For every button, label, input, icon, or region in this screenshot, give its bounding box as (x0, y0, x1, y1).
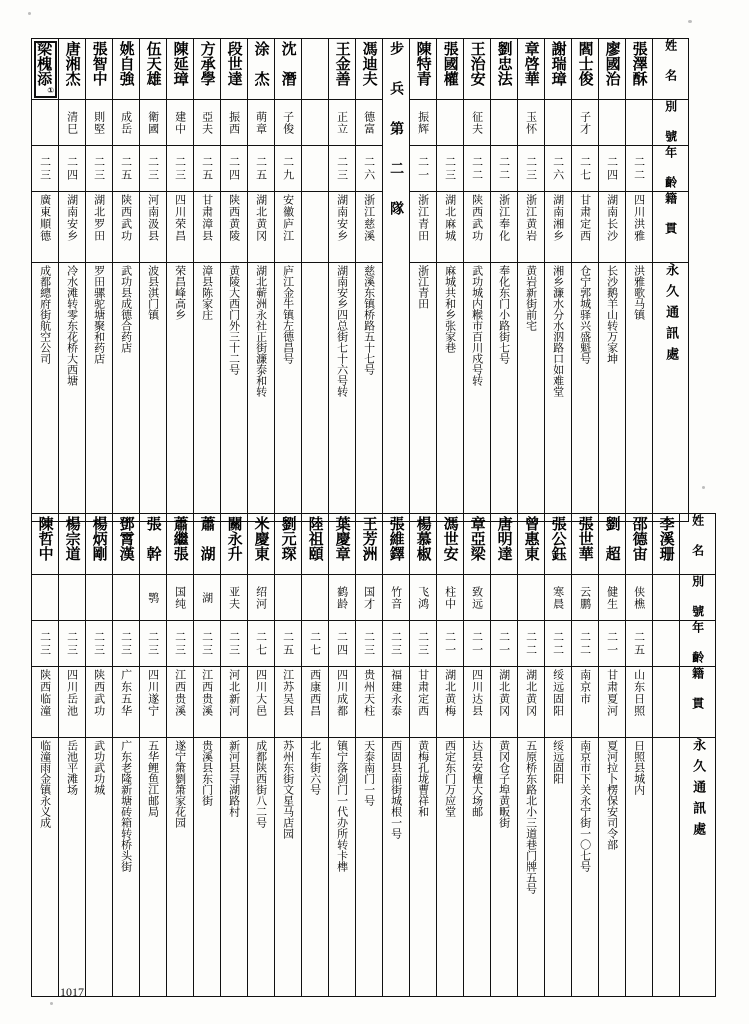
cell-age: 二三 (329, 146, 356, 192)
cell-address: 苏州东街文星马店园 (275, 738, 302, 997)
cell-native: 四川遂宁 (140, 667, 167, 738)
cell-age: 二二 (464, 146, 491, 192)
cell-alias (32, 575, 59, 621)
cell-alias: 鹗 (140, 575, 167, 621)
cell-native: 福建永泰 (383, 667, 410, 738)
cell-address: 遂宁箫劉箫家花园 (167, 738, 194, 997)
table-row (32, 738, 716, 997)
cell-name: 邵德宙 (626, 514, 653, 575)
cell-age: 二三 (32, 621, 59, 667)
cell-name: 張澤酥 (626, 39, 653, 100)
cell-address: 临潼雨金镇永义成 (32, 738, 59, 997)
cell-name: 李溪珊 (653, 514, 680, 575)
cell-name: 劉元琛 (275, 514, 302, 575)
cell-native: 西康西昌 (302, 667, 329, 738)
cell-name: 楊宗道 (59, 514, 86, 575)
cell-alias: 鹤龄 (329, 575, 356, 621)
cell-age: 二三 (140, 146, 167, 192)
cell-native: 江西贵溪 (194, 667, 221, 738)
roster-table-bottom (31, 513, 716, 997)
cell-name: 楊炳剛 (86, 514, 113, 575)
cell-age: 二二 (491, 146, 518, 192)
cell-name: 米慶東 (248, 514, 275, 575)
cell-name: 姚自強 (113, 39, 140, 100)
cell-native: 甘肃漳县 (194, 192, 221, 263)
cell-address (653, 738, 680, 997)
cell-native (653, 667, 680, 738)
cell-alias: 寒晨 (545, 575, 572, 621)
cell-name: 陳延璋 (167, 39, 194, 100)
speck (702, 486, 705, 489)
cell-address: 漳县陈家庄 (194, 263, 221, 522)
cell-name: 方承學 (194, 39, 221, 100)
column-header-alias: 別 號 (680, 575, 716, 621)
cell-native: 广东五华 (113, 667, 140, 738)
cell-alias: 湖 (194, 575, 221, 621)
cell-address: 波县淇门镇 (140, 263, 167, 522)
cell-age: 二六 (545, 146, 572, 192)
cell-alias (545, 100, 572, 146)
cell-age: 二三 (437, 146, 464, 192)
cell-alias: 云鹏 (572, 575, 599, 621)
cell-age: 二三 (32, 146, 59, 192)
cell-native: 湖南长沙 (599, 192, 626, 263)
cell-age: 二一 (437, 621, 464, 667)
cell-age (653, 621, 680, 667)
cell-name: 章啓華 (518, 39, 545, 100)
cell-native: 河南汲县 (140, 192, 167, 263)
cell-name: 關永升 (221, 514, 248, 575)
cell-alias (275, 575, 302, 621)
cell-alias (59, 575, 86, 621)
cell-address: 湘乡濂水分水泅路口如难堂 (545, 263, 572, 522)
cell-address: 湖南安乡四总街七十六号转 (329, 263, 356, 522)
cell-address: 武功武功城 (86, 738, 113, 997)
cell-age: 二三 (356, 621, 383, 667)
cell-native: 四川达县 (464, 667, 491, 738)
cell-age: 二七 (572, 146, 599, 192)
cell-native: 南京市 (572, 667, 599, 738)
cell-age: 二五 (113, 146, 140, 192)
cell-native: 甘肃定西 (572, 192, 599, 263)
table-row (32, 263, 689, 522)
cell-native: 浙江慈溪 (356, 192, 383, 263)
cell-alias: 国才 (356, 575, 383, 621)
cell-native: 浙江奉化 (491, 192, 518, 263)
cell-native: 四川岳池 (59, 667, 86, 738)
cell-address: 天泰南门一号 (356, 738, 383, 997)
cell-native: 贵州天柱 (356, 667, 383, 738)
cell-address: 镇宁落剑门一代办所转卡榫 (329, 738, 356, 997)
cell-name: 張公鈺 (545, 514, 572, 575)
cell-age: 二三 (410, 621, 437, 667)
cell-age: 二四 (59, 146, 86, 192)
cell-age: 二三 (113, 621, 140, 667)
cell-native: 四川荣昌 (167, 192, 194, 263)
table-row (32, 100, 689, 146)
cell-address: 长沙鹅羊山转万家坤 (599, 263, 626, 522)
cell-name: 閻士俊 (572, 39, 599, 100)
cell-native: 湖北黄冈 (248, 192, 275, 263)
cell-alias: 玉怀 (518, 100, 545, 146)
cell-address: 武功城内糇市百川戍号转 (464, 263, 491, 522)
cell-alias (599, 100, 626, 146)
cell-age: 二一 (464, 621, 491, 667)
cell-age: 二六 (356, 146, 383, 192)
cell-alias (32, 100, 59, 146)
cell-alias: 健生 (599, 575, 626, 621)
cell-address: 贵溪县东门街 (194, 738, 221, 997)
cell-alias: 征夫 (464, 100, 491, 146)
cell-alias: 振西 (221, 100, 248, 146)
cell-native: 河北新河 (221, 667, 248, 738)
cell-age: 二三 (140, 621, 167, 667)
cell-name: 劉 超 (599, 514, 626, 575)
cell-name: 張世華 (572, 514, 599, 575)
cell-age: 二五 (626, 621, 653, 667)
cell-age: 二一 (491, 621, 518, 667)
cell-alias: 绍河 (248, 575, 275, 621)
cell-age: 二三 (86, 146, 113, 192)
cell-address: 奉化东门小路街七号 (491, 263, 518, 522)
cell-alias (437, 100, 464, 146)
cell-alias (113, 575, 140, 621)
cell-alias: 国纯 (167, 575, 194, 621)
cell-age: 二四 (329, 621, 356, 667)
cell-address: 麻城共和乡张家巷 (437, 263, 464, 522)
cell-alias: 則堅 (86, 100, 113, 146)
cell-alias: 正立 (329, 100, 356, 146)
cell-age: 二三 (86, 621, 113, 667)
cell-address: 黄冈仓子埠黄畈街 (491, 738, 518, 997)
cell-age: 二五 (194, 146, 221, 192)
cell-address: 北车街六号 (302, 738, 329, 997)
cell-age: 二一 (410, 146, 437, 192)
cell-address: 五华鲤鱼江邮局 (140, 738, 167, 997)
cell-native: 甘肃定西 (410, 667, 437, 738)
cell-native: 湖南安乡 (59, 192, 86, 263)
table-row (32, 39, 689, 100)
cell-alias (86, 575, 113, 621)
cell-name: 張國權 (437, 39, 464, 100)
cell-name: 劉忠法 (491, 39, 518, 100)
cell-name: 梁槐添① (32, 39, 59, 100)
cell-name: 王芳洲 (356, 514, 383, 575)
cell-native: 陕西武功 (113, 192, 140, 263)
cell-alias (653, 575, 680, 621)
cell-alias: 子才 (572, 100, 599, 146)
cell-native: 陕西武功 (464, 192, 491, 263)
cell-address: 庐江金牛镇左德昌号 (275, 263, 302, 522)
cell-name: 陳哲中 (32, 514, 59, 575)
cell-name: 段世達 (221, 39, 248, 100)
cell-native: 湖北麻城 (437, 192, 464, 263)
column-header-name: 姓 名 (653, 39, 689, 100)
column-header-native: 籍 貫 (680, 667, 716, 738)
cell-address: 西定东门万应堂 (437, 738, 464, 997)
cell-alias: 亚夫 (221, 575, 248, 621)
cell-address: 夏河拉卜楞保安司令部 (599, 738, 626, 997)
column-header-age: 年 齡 (653, 146, 689, 192)
cell-address: 冷水滩转零东花桥大西塘 (59, 263, 86, 522)
cell-native: 江苏吴县 (275, 667, 302, 738)
cell-age: 二三 (194, 621, 221, 667)
cell-address: 慈溪东镇桥路五十七号 (356, 263, 383, 522)
speck (28, 12, 31, 15)
cell-address: 西固县南街城根一号 (383, 738, 410, 997)
cell-address: 成都陕西街八二号 (248, 738, 275, 997)
cell-name: 張 幹 (140, 514, 167, 575)
cell-alias (518, 575, 545, 621)
cell-age: 二三 (59, 621, 86, 667)
cell-alias: 竹音 (383, 575, 410, 621)
cell-native: 甘肃夏河 (599, 667, 626, 738)
cell-alias: 振辉 (410, 100, 437, 146)
cell-address: 黄梅孔垅曹祥和 (410, 738, 437, 997)
cell-native: 陕西黄陵 (221, 192, 248, 263)
cell-name: 馮迪夫 (356, 39, 383, 100)
cell-name: 王金善 (329, 39, 356, 100)
cell-address: 南京市下关永宁街一〇七号 (572, 738, 599, 997)
cell-age: 二三 (518, 146, 545, 192)
cell-age: 二七 (248, 621, 275, 667)
cell-native (302, 192, 329, 263)
speck (50, 1002, 53, 1005)
cell-address: 武功县成德合药店 (113, 263, 140, 522)
cell-name: 廖國治 (599, 39, 626, 100)
cell-alias: 子俊 (275, 100, 302, 146)
cell-address: 岳池平滩场 (59, 738, 86, 997)
cell-native: 四川大邑 (248, 667, 275, 738)
cell-alias (491, 100, 518, 146)
cell-alias: 亞夫 (194, 100, 221, 146)
cell-alias: 清巳 (59, 100, 86, 146)
column-header-address: 永久通訊處 (653, 263, 689, 522)
cell-name (302, 39, 329, 100)
table-row (32, 575, 716, 621)
column-header-address: 永久通訊處 (680, 738, 716, 997)
cell-native: 湖北罗田 (86, 192, 113, 263)
cell-age: 二一 (599, 621, 626, 667)
cell-name: 張智中 (86, 39, 113, 100)
cell-age: 二二 (572, 621, 599, 667)
roster-table-top (31, 38, 689, 522)
cell-address: 浙江青田 (410, 263, 437, 522)
cell-native: 安徽庐江 (275, 192, 302, 263)
column-header-native: 籍 貫 (653, 192, 689, 263)
cell-native: 湖北黄冈 (491, 667, 518, 738)
cell-native: 陕西临潼 (32, 667, 59, 738)
table-row (32, 146, 689, 192)
cell-name: 唐湘杰 (59, 39, 86, 100)
cell-age (302, 146, 329, 192)
cell-native: 江西贵溪 (167, 667, 194, 738)
cell-alias: 侠樵 (626, 575, 653, 621)
cell-address: 洪雅歌马镇 (626, 263, 653, 522)
cell-age: 二九 (275, 146, 302, 192)
cell-native: 陕西武功 (86, 667, 113, 738)
cell-alias: 致远 (464, 575, 491, 621)
cell-age: 二五 (275, 621, 302, 667)
cell-age: 二三 (167, 621, 194, 667)
cell-alias (302, 100, 329, 146)
cell-name: 楊慕椒 (410, 514, 437, 575)
cell-name: 曾惠東 (518, 514, 545, 575)
cell-native: 湖北黄梅 (437, 667, 464, 738)
cell-name: 沈 潛 (275, 39, 302, 100)
cell-native: 湖北黄冈 (518, 667, 545, 738)
column-header-alias: 別 號 (653, 100, 689, 146)
cell-name: 伍天雄 (140, 39, 167, 100)
cell-native: 四川成都 (329, 667, 356, 738)
cell-age: 二四 (599, 146, 626, 192)
cell-age: 二二 (626, 146, 653, 192)
cell-address: 黄陵大西门外三十二号 (221, 263, 248, 522)
cell-age: 二五 (248, 146, 275, 192)
cell-native: 山东日照 (626, 667, 653, 738)
cell-native: 浙江黄岩 (518, 192, 545, 263)
cell-address: 成都總府街航空公司 (32, 263, 59, 522)
cell-address: 荣昌峰高乡 (167, 263, 194, 522)
cell-address: 达县安檀大场邮 (464, 738, 491, 997)
cell-native: 廣東順德 (32, 192, 59, 263)
cell-address: 五原桥东路北小三道巷门牌五号 (518, 738, 545, 997)
cell-name: 唐明達 (491, 514, 518, 575)
cell-name: 葉慶章 (329, 514, 356, 575)
table-row (32, 192, 689, 263)
speck (688, 20, 692, 23)
cell-alias: 成岳 (113, 100, 140, 146)
cell-age: 二三 (383, 621, 410, 667)
cell-address: 黄岩新街前宅 (518, 263, 545, 522)
cell-native: 绥远固阳 (545, 667, 572, 738)
cell-age: 二二 (545, 621, 572, 667)
cell-name: 陸祖頤 (302, 514, 329, 575)
cell-address: 绥远固阳 (545, 738, 572, 997)
cell-native: 浙江青田 (410, 192, 437, 263)
cell-name: 涂 杰 (248, 39, 275, 100)
cell-name: 馮世安 (437, 514, 464, 575)
cell-alias: 萌章 (248, 100, 275, 146)
cell-native: 湖南安乡 (329, 192, 356, 263)
cell-age: 二四 (221, 146, 248, 192)
cell-address: 仓宁郭城驿兴盛魁号 (572, 263, 599, 522)
cell-address: 广东老隆新塘砖箱转桥头街 (113, 738, 140, 997)
cell-address: 罗田骡驼塘聚和药店 (86, 263, 113, 522)
unit-label-cell: 步 兵 第 二 隊 (383, 39, 410, 522)
cell-age: 二二 (518, 621, 545, 667)
cell-address: 新河县寻湖路村 (221, 738, 248, 997)
cell-native: 四川洪雅 (626, 192, 653, 263)
cell-address (302, 263, 329, 522)
cell-alias: 德富 (356, 100, 383, 146)
cell-name: 陳特青 (410, 39, 437, 100)
cell-alias: 柱中 (437, 575, 464, 621)
cell-address: 湖北蕲洲永社正街濂泰和转 (248, 263, 275, 522)
column-header-name: 姓 名 (680, 514, 716, 575)
cell-name: 蕭繼張 (167, 514, 194, 575)
cell-name: 王治安 (464, 39, 491, 100)
cell-age: 二三 (221, 621, 248, 667)
cell-alias (491, 575, 518, 621)
cell-alias: 飞鸿 (410, 575, 437, 621)
cell-alias: 衛國 (140, 100, 167, 146)
cell-name: 張維鐸 (383, 514, 410, 575)
column-header-age: 年 齡 (680, 621, 716, 667)
cell-address: 日照县城内 (626, 738, 653, 997)
cell-name: 謝瑞璋 (545, 39, 572, 100)
table-row (32, 514, 716, 575)
cell-age: 二七 (302, 621, 329, 667)
cell-alias: 建中 (167, 100, 194, 146)
cell-name: 鄧霄漢 (113, 514, 140, 575)
cell-age: 二三 (167, 146, 194, 192)
page-number: 1017 (60, 985, 84, 999)
cell-name: 章亞梁 (464, 514, 491, 575)
table-row (32, 667, 716, 738)
cell-alias (626, 100, 653, 146)
cell-alias (302, 575, 329, 621)
cell-native: 湖南湘乡 (545, 192, 572, 263)
table-row (32, 621, 716, 667)
cell-name: 蕭 湖 (194, 514, 221, 575)
